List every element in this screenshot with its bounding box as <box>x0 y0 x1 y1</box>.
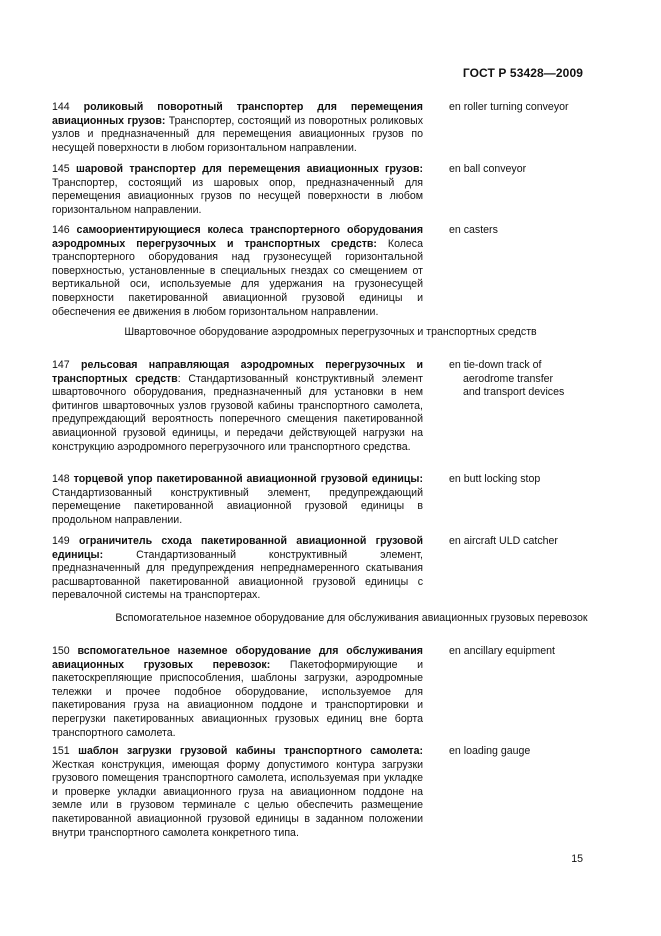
english-term: en butt locking stop <box>449 473 541 485</box>
term-title: ограничитель схода пакетированной авиационной грузовой единицы: <box>52 535 423 561</box>
english-term-continuation: and transport devices <box>463 386 565 399</box>
term-entry-151 <box>52 745 598 840</box>
english-term: en loading gauge <box>449 745 531 757</box>
term-title: самоориентирующиеся колеса транспортерного оборудования аэродромных перегрузочных и транспортных средств: <box>52 224 423 250</box>
english-term-continuation: aerodrome transfer <box>463 372 554 385</box>
term-entry-147 <box>52 359 598 454</box>
english-term: en roller turning conveyor <box>449 101 569 113</box>
term-text <box>52 645 423 740</box>
term-text <box>52 535 423 603</box>
term-definition: Транспортер, состоящий из шаровых опор, предназначенный для перемещения авиационных грузов по несущей поверхности в любом горизонтальном направлении. <box>52 176 423 216</box>
term-text <box>52 101 423 155</box>
term-number: 145 <box>52 163 70 175</box>
term-number: 147 <box>52 359 70 371</box>
term-entry-144 <box>52 101 598 155</box>
english-term: en aircraft ULD catcher <box>449 535 558 547</box>
english-term: en tie-down track of <box>449 359 542 371</box>
english-equivalent <box>449 645 599 659</box>
english-equivalent <box>449 224 599 238</box>
term-text <box>52 359 423 454</box>
term-number: 146 <box>52 224 70 236</box>
term-title: вспомогательное наземное оборудование для обслуживания авиационных грузовых перевозок: <box>52 645 423 671</box>
section-heading-ancillary: Вспомогательное наземное оборудование для обслуживания авиационных грузовых перевозок <box>115 612 588 624</box>
term-definition: Стандартизованный конструктивный элемент, предназначенный для предупреждения непреднамеренного скатывания расшвартованной пакетированной авиационной грузовой единицы с перевалочной системы на транспортерах. <box>52 548 423 602</box>
term-definition: : Стандартизованный конструктивный элемент швартовочного оборудования, предназначенный для установки в нем фитингов швартовочных узлов грузовой кабины транспортного самолета, предупреждающий вероятность поперечного смещения пакетированной авиационной грузовой единицы, и передачи действующей нагрузки на конструкцию аэродромного перегрузочного или транспортного средства. <box>52 372 423 453</box>
english-term: en ball conveyor <box>449 163 527 175</box>
term-title: шаровой транспортер для перемещения авиационных грузов: <box>76 163 423 175</box>
term-title: роликовый поворотный транспортер для перемещения авиационных грузов: <box>52 101 423 127</box>
term-definition: Пакетоформирующие и пакетоскрепляющие приспособления, шаблоны загрузки, аэродромные тележки и прочее подобное оборудование, используемое для пакетирования груза на авиационном поддоне и транспортировки и перегрузки пакетированных авиационных грузовых единиц вне борта транспортного самолета. <box>52 658 423 739</box>
term-text <box>52 745 423 840</box>
term-title: шаблон загрузки грузовой кабины транспортного самолета: <box>78 745 423 757</box>
term-text <box>52 163 423 217</box>
document-code: ГОСТ Р 53428—2009 <box>462 66 583 80</box>
english-equivalent <box>449 473 599 487</box>
term-number: 148 <box>52 473 70 485</box>
term-entry-149 <box>52 535 598 603</box>
term-number: 149 <box>52 535 70 547</box>
page-number: 15 <box>571 853 583 865</box>
term-entry-145 <box>52 163 598 217</box>
term-definition: Колеса транспортерного оборудования над грузонесущей горизонтальной поверхностью, установленные в специальных гнездах со смещением от вертикальной оси, используемые для удержания на грузонесущей поверхности пакетированной авиационной грузовой единицы и обеспечения ее движения в любом горизонтальном направлении. <box>52 237 423 318</box>
term-entry-148 <box>52 473 598 527</box>
english-equivalent <box>449 359 599 400</box>
term-title: рельсовая направляющая аэродромных перегрузочных и транспортных средств <box>52 359 423 385</box>
term-text <box>52 473 423 527</box>
term-text <box>52 224 423 319</box>
term-definition: Жесткая конструкция, имеющая форму допустимого контура загрузки грузового помещения транспортного самолета, используемая при укладке и проверке укладки авиационного груза на авиационном поддоне на земле или в грузовом терминале с целью обеспечить размещение пакетированной авиационной грузовой единицы в заданном положении внутри транспортного самолета конкретного типа. <box>52 758 423 839</box>
english-equivalent <box>449 163 599 177</box>
term-number: 151 <box>52 745 70 757</box>
term-definition: Транспортер, состоящий из поворотных роликовых узлов и предназначенный для перемещения авиационных грузов по несущей поверхности в любом горизонтальном направлении. <box>52 114 423 154</box>
section-heading-tiedown: Швартовочное оборудование аэродромных перегрузочных и транспортных средств <box>124 326 537 338</box>
english-term: en casters <box>449 224 498 236</box>
term-number: 144 <box>52 101 70 113</box>
term-number: 150 <box>52 645 70 657</box>
term-entry-146 <box>52 224 598 319</box>
english-equivalent <box>449 745 599 759</box>
term-entry-150 <box>52 645 598 740</box>
term-definition: Стандартизованный конструктивный элемент, предупреждающий перемещение пакетированной авиационной грузовой единицы в продольном направлении. <box>52 486 423 526</box>
term-title: торцевой упор пакетированной авиационной грузовой единицы: <box>73 473 423 485</box>
english-equivalent <box>449 535 599 549</box>
english-term: en ancillary equipment <box>449 645 555 657</box>
english-equivalent <box>449 101 599 115</box>
